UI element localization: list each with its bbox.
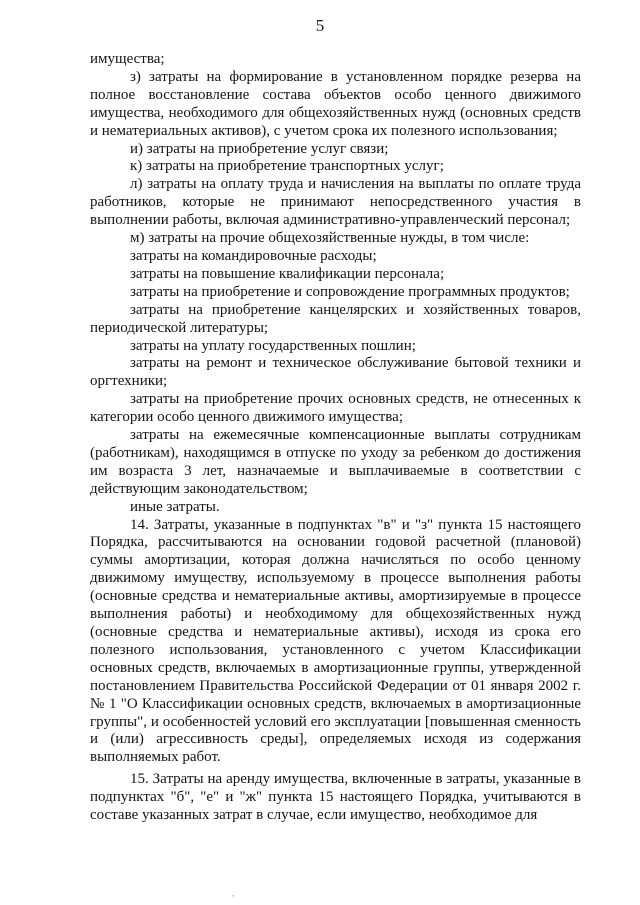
paragraph-sub-fixed-assets: затраты на приобретение прочих основных средств, не отнесенных к категории особо ценного движимого имущества; [90,391,581,426]
paragraph-continuation: имущества; [90,51,165,67]
paragraph-sub-other: иные затраты. [130,498,220,515]
document-body [90,51,581,825]
paragraph-item-m: м) затраты на прочие общехозяйственные нужды, в том числе: [130,230,530,247]
paragraph-item-l: л) затраты на оплату труда и начисления на выплаты по оплате труда работников, которые не принимают непосредственного участия в выполнении работы, включая административно-управленческий персонал; [90,176,581,229]
paragraph-sub-training: затраты на повышение квалификации персонала; [130,265,445,282]
scan-mark: , [232,888,235,898]
paragraph-item-z: з) затраты на формирование в установленном порядке резерва на полное восстановление состава объектов особо ценного движимого имущества, необходимого для общехозяйственных нужд (основных средств и нематериальных активов), с учетом срока их полезного использования; [90,68,581,139]
paragraph-item-i: и) затраты на приобретение услуг связи; [130,140,389,157]
paragraph-sub-duties: затраты на уплату государственных пошлин; [130,337,416,354]
paragraph-sub-compensation: затраты на ежемесячные компенсационные выплаты сотрудникам (работникам), находящимся в отпуске по уходу за ребенком до достижения им возраста 3 лет, назначаемые и выплачиваемые в соответствии с действующим законодательством; [90,427,581,497]
paragraph-point-15: 15. Затраты на аренду имущества, включенные в затраты, указанные в подпунктах "б", "е" и "ж" пункта 15 настоящего Порядка, учитываются в составе указанных затрат в случае, если имущество, необходимое для [90,771,581,824]
paragraph-sub-repair: затраты на ремонт и техническое обслуживание бытовой техники и оргтехники; [90,355,581,390]
paragraph-item-k: к) затраты на приобретение транспортных услуг; [130,158,444,175]
paragraph-sub-software: затраты на приобретение и сопровождение программных продуктов; [130,283,570,300]
paragraph-sub-stationery: затраты на приобретение канцелярских и хозяйственных товаров, периодической литературы; [90,301,581,336]
paragraph-point-14: 14. Затраты, указанные в подпунктах "в" и "з" пункта 15 настоящего Порядка, рассчитываются на основании годовой расчетной (плановой) суммы амортизации, которая должна начисляться по особо ценному движимому имуществу, используемому в процессе выполнения работы (основные средства и нематериальные активы, амортизируемые в процессе выполнения работы) и необходимому для общехозяйственных нужд (основные средства и нематериальные активы), исходя из срока его полезного использования, установленного с учетом Классификации основных средств, включаемых в амортизационные группы, утвержденной постановлением Правительства Российской Федерации от 01 января 2002 г. № 1 "О Классификации основных средств, включаемых в амортизационные группы", и особенностей условий его эксплуатации [повышенная сменность и (или) агрессивность среды], определяемых исходя из содержания выполняемых работ. [90,516,581,766]
paragraph-sub-travel: затраты на командировочные расходы; [130,247,377,264]
page-number: 5 [315,16,325,35]
